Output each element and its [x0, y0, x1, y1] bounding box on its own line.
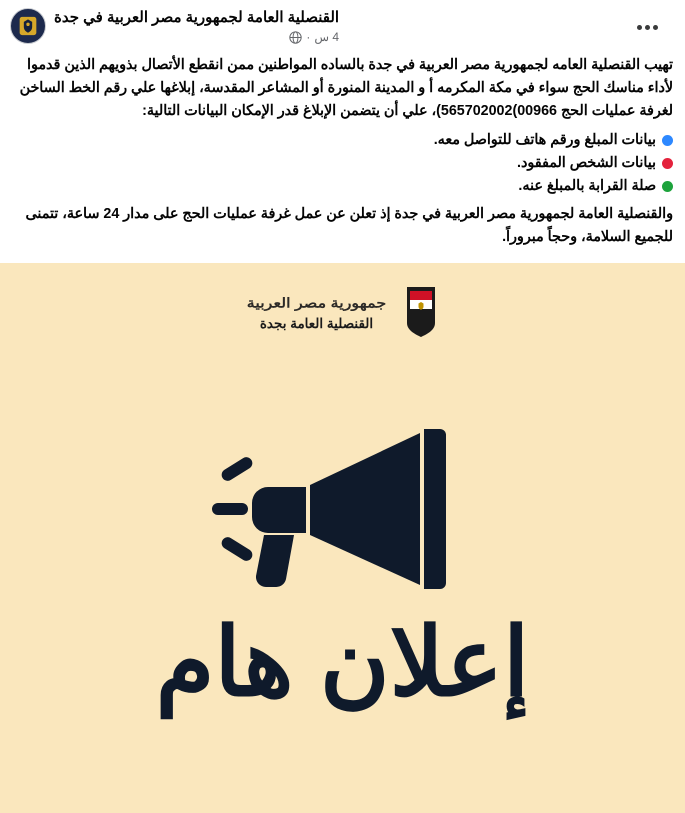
dot-2: [645, 25, 650, 30]
post-bullet-list: [12, 129, 673, 197]
red-bullet-icon: [662, 158, 673, 169]
list-item-label: صلة القرابة بالمبلغ عنه.: [518, 178, 656, 194]
consulate-logo-subtitle: القنصلية العامة بجدة: [259, 315, 374, 331]
image-headline: إعلان هام: [155, 610, 530, 716]
more-options-icon[interactable]: [632, 18, 662, 36]
post-image[interactable]: [0, 263, 685, 813]
image-logo-row: [0, 285, 685, 339]
egypt-flag-badge-icon: [404, 285, 438, 339]
list-item: [12, 129, 673, 151]
page-avatar-crest-icon: [18, 15, 38, 37]
page-name[interactable]: القنصلية العامة لجمهورية مصر العربية في جدة: [54, 9, 340, 26]
megaphone-icon: [198, 423, 488, 593]
avatar[interactable]: [10, 8, 46, 44]
globe-icon: [289, 31, 302, 44]
dot-1: [653, 25, 658, 30]
post-author-block[interactable]: [10, 8, 339, 44]
post-header: [0, 0, 685, 48]
post-text: [0, 48, 685, 263]
post-paragraph: تهيب القنصلية العامه لجمهورية مصر العربية في جدة بالساده المواطنين ممن انقطع الأتصال بذويهم الذين قدموا لأداء مناسك الحج سواء في مكة المكرمه أ و المدينة المنورة أو المشاعر المقدسة، إبلاغها علي رقم الخط الساخن لغرفة عمليات الحج 00966)565702002)، علي أن يتضمن الإبلاغ قدر الإمكان البيانات التالية:: [19, 57, 673, 119]
consulate-logo-script: جمهورية مصر العربية: [246, 295, 387, 311]
megaphone-wrap: [0, 423, 685, 593]
post-author-text: [54, 8, 339, 44]
post-meta: [289, 30, 339, 44]
list-item-label: بيانات الشخص المفقود.: [517, 155, 656, 171]
green-bullet-icon: [662, 181, 673, 192]
blue-bullet-icon: [662, 135, 673, 146]
list-item: [12, 175, 673, 197]
post-closing-paragraph: والقنصلية العامة لجمهورية مصر العربية في جدة إذ تعلن عن عمل غرفة عمليات الحج على مدار 24 ساعة، تتمنى للجميع السلامة، وحجاً مبروراً.: [25, 206, 673, 245]
post-timestamp[interactable]: 4 س: [314, 30, 340, 44]
consulate-logo: [247, 293, 386, 332]
meta-separator: ·: [306, 30, 311, 44]
dot-3: [637, 25, 642, 30]
list-item: [12, 152, 673, 174]
list-item-label: بيانات المبلغ ورقم هاتف للتواصل معه.: [433, 132, 656, 148]
